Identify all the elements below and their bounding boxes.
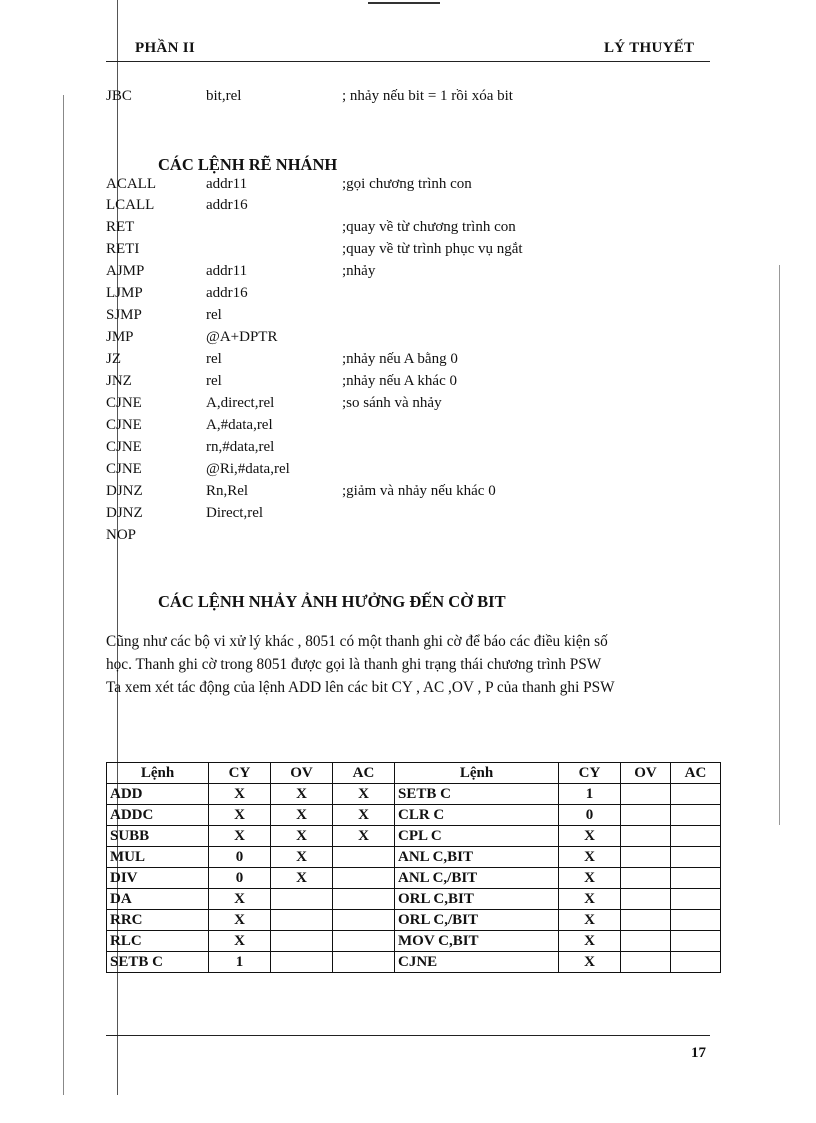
page-number: 17 [691,1045,706,1061]
comment: ;nhảy [342,263,376,279]
table-header-row [107,763,721,784]
comment: ;so sánh và nhảy [342,395,442,411]
table-cell: ADD [107,784,209,805]
table-cell [621,952,671,973]
operand: bit,rel [206,88,242,104]
table-cell: RLC [107,931,209,952]
table-cell: ORL C,/BIT [395,910,559,931]
table-cell: X [559,889,621,910]
operand: rel [206,307,222,323]
table-cell: 1 [209,952,271,973]
table-row [107,889,721,910]
table-cell: MUL [107,847,209,868]
operand: addr11 [206,263,248,279]
header-cell: CY [209,763,271,784]
header-cell: OV [271,763,333,784]
branch-section-title: CÁC LỆNH RẼ NHÁNH [158,155,338,174]
table-cell: X [209,910,271,931]
table-cell: X [559,931,621,952]
mnemonic: JMP [106,329,134,345]
mnemonic: LCALL [106,197,155,213]
comment: ;gọi chương trình con [342,176,472,192]
mnemonic: DJNZ [106,505,143,521]
mnemonic: SJMP [106,307,142,323]
operand: A,direct,rel [206,395,275,411]
table-row [107,868,721,889]
table-row [107,931,721,952]
table-cell [671,889,721,910]
table-cell [621,889,671,910]
mnemonic: AJMP [106,263,145,279]
right-margin-rule [779,265,780,825]
flags-section-title: CÁC LỆNH NHẢY ẢNH HƯỞNG ĐẾN CỜ BIT [158,592,506,611]
header-section-label: PHẦN II [135,40,196,56]
operand: rel [206,373,222,389]
table-cell: CJNE [395,952,559,973]
table-cell [333,868,395,889]
footer-rule [106,1035,710,1036]
table-cell: SUBB [107,826,209,847]
table-cell [621,826,671,847]
top-edge-mark [368,2,440,4]
mnemonic: NOP [106,527,137,543]
table-cell: X [209,826,271,847]
table-cell: ANL C,/BIT [395,868,559,889]
operand: Rn,Rel [206,483,249,499]
table-cell: ANL C,BIT [395,847,559,868]
table-cell [621,847,671,868]
table-cell [271,952,333,973]
comment: ;giảm và nhảy nếu khác 0 [342,483,496,499]
operand: addr16 [206,197,248,213]
table-cell: X [271,826,333,847]
table-row [107,805,721,826]
table-cell [621,805,671,826]
table-cell [271,889,333,910]
mnemonic: RETI [106,241,140,257]
header-cell: CY [559,763,621,784]
table-cell [621,931,671,952]
paragraph-line: học. Thanh ghi cờ trong 8051 được gọi là thanh ghi trạng thái chương trình PSW [106,656,602,673]
table-cell [333,910,395,931]
table-cell [333,931,395,952]
table-row [107,784,721,805]
table-cell: X [559,868,621,889]
table-cell [271,931,333,952]
table-cell [621,868,671,889]
operand: rel [206,351,222,367]
table-cell [671,784,721,805]
table-cell: SETB C [107,952,209,973]
table-cell: RRC [107,910,209,931]
mnemonic: CJNE [106,461,142,477]
table-cell: DIV [107,868,209,889]
table-cell: MOV C,BIT [395,931,559,952]
operand: Direct,rel [206,505,264,521]
comment: ; nhảy nếu bit = 1 rồi xóa bit [342,88,513,104]
header-cell: Lệnh [395,763,559,784]
table-row [107,847,721,868]
mnemonic: JZ [106,351,121,367]
table-cell [621,910,671,931]
table-cell: ORL C,BIT [395,889,559,910]
mnemonic: JBC [106,88,132,104]
table-cell [333,847,395,868]
table-cell: X [333,826,395,847]
table-cell [671,952,721,973]
paragraph-line: Cũng như các bộ vi xử lý khác , 8051 có một thanh ghi cờ để báo các điều kiện số [106,633,608,650]
table-cell [671,847,721,868]
mnemonic: CJNE [106,417,142,433]
operand: addr16 [206,285,248,301]
table-cell [621,784,671,805]
table-cell [333,889,395,910]
table-cell: X [559,952,621,973]
table-cell [671,910,721,931]
table-cell: 0 [209,868,271,889]
table-cell: X [271,784,333,805]
table-cell: X [209,805,271,826]
table-cell: X [333,784,395,805]
table-cell: X [271,868,333,889]
comment: ;quay về từ chương trình con [342,219,516,235]
table-cell: SETB C [395,784,559,805]
table-cell [271,910,333,931]
comment: ;nhảy nếu A bằng 0 [342,351,458,367]
table-row [107,826,721,847]
mnemonic: RET [106,219,135,235]
header-chapter-title: LÝ THUYẾT [604,40,695,56]
operand: @A+DPTR [206,329,278,345]
mnemonic: LJMP [106,285,143,301]
table-cell: X [209,889,271,910]
operand: @Ri,#data,rel [206,461,290,477]
header-rule [106,61,710,62]
mnemonic: CJNE [106,395,142,411]
table-cell [671,805,721,826]
table-cell: X [333,805,395,826]
table-cell: X [559,910,621,931]
header-cell: AC [671,763,721,784]
table-cell: CLR C [395,805,559,826]
operand: addr11 [206,176,248,192]
table-cell: X [559,847,621,868]
table-cell: 0 [559,805,621,826]
comment: ;quay về từ trình phục vụ ngắt [342,241,523,257]
table-cell [333,952,395,973]
mnemonic: JNZ [106,373,132,389]
operand: A,#data,rel [206,417,273,433]
table-cell: X [271,805,333,826]
header-cell: Lệnh [107,763,209,784]
table-cell [671,868,721,889]
table-row [107,952,721,973]
table-cell: 1 [559,784,621,805]
header-cell: AC [333,763,395,784]
operand: rn,#data,rel [206,439,275,455]
paragraph-line: Ta xem xét tác động của lệnh ADD lên các bit CY , AC ,OV , P của thanh ghi PSW [106,679,615,696]
flag-effect-table [106,762,721,973]
mnemonic: CJNE [106,439,142,455]
table-cell: X [209,784,271,805]
table-cell [671,931,721,952]
table-cell: DA [107,889,209,910]
header-cell: OV [621,763,671,784]
table-cell: X [209,931,271,952]
table-cell: ADDC [107,805,209,826]
comment: ;nhảy nếu A khác 0 [342,373,457,389]
table-cell: X [559,826,621,847]
table-cell: CPL C [395,826,559,847]
outer-left-rule [63,95,64,1095]
mnemonic: DJNZ [106,483,143,499]
table-cell: 0 [209,847,271,868]
table-cell: X [271,847,333,868]
table-cell [671,826,721,847]
mnemonic: ACALL [106,176,156,192]
table-row [107,910,721,931]
